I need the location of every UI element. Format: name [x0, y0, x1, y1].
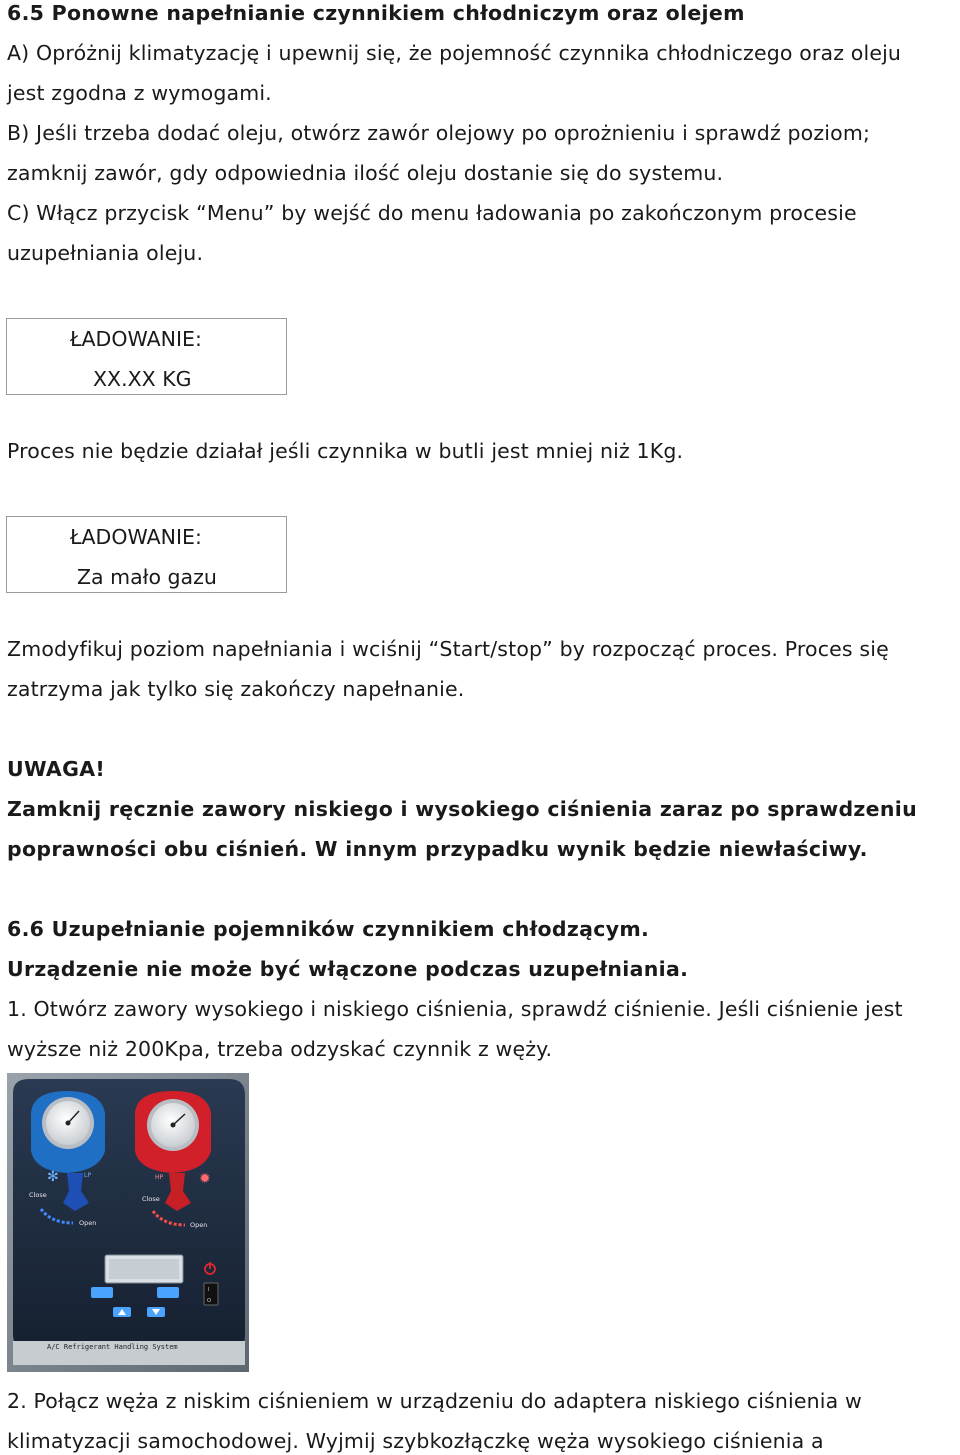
menu-button-icon [91, 1287, 113, 1298]
section-heading-6-6: 6.6 Uzupełnianie pojemników czynnikiem chłodzącym. [7, 917, 650, 941]
brand-strip-text: A/C Refrigerant Handling System [47, 1343, 178, 1351]
section-subheading-6-6: Urządzenie nie może być włączone podczas uzupełniania. [7, 957, 689, 981]
snowflake-icon: ✻ [47, 1169, 59, 1185]
switch-off-label: O [207, 1298, 211, 1304]
paragraph-b-line-1: B) Jeśli trzeba dodać oleju, otwórz zawór olejowy po oprożnieniu i sprawdź poziom; [7, 121, 870, 145]
display-box-line-2: Za mało gazu [77, 565, 217, 589]
hp-label: HP [155, 1174, 164, 1181]
step-1-line-2: wyższe niż 200Kpa, trzeba odzyskać czynnik z węży. [7, 1037, 553, 1061]
paragraph-b-line-2: zamknij zawór, gdy odpowiednia ilość oleju dostanie się do systemu. [7, 161, 724, 185]
paragraph-modify-line-1: Zmodyfikuj poziom napełniania i wciśnij “Start/stop” by rozpocząć proces. Proces się [7, 637, 889, 661]
paragraph-a-line-2: jest zgodna z wymogami. [7, 81, 272, 105]
display-box-charging-weight [6, 318, 287, 395]
step-1-line-1: 1. Otwórz zawory wysokiego i niskiego ciśnienia, sprawdź ciśnienie. Jeśli ciśnienie jest [7, 997, 903, 1021]
paragraph-c-line-1: C) Włącz przycisk “Menu” by wejść do menu ładowania po zakończonym procesie [7, 201, 857, 225]
paragraph-c-line-2: uzupełniania oleju. [7, 241, 204, 265]
open-label-left: Open [79, 1219, 97, 1227]
warning-line-2: poprawności obu ciśnień. W innym przypadku wynik będzie niewłaściwy. [7, 837, 868, 861]
section-heading-6-5: 6.5 Ponowne napełnianie czynnikiem chłodniczym oraz olejem [7, 1, 745, 25]
paragraph-a-line-1: A) Opróżnij klimatyzację i upewnij się, że pojemność czynnika chłodniczego oraz oleju [7, 41, 902, 65]
display-box-low-gas [6, 516, 287, 593]
close-label-left: Close [29, 1191, 47, 1199]
step-2-line-1: 2. Połącz węża z niskim ciśnieniem w urządzeniu do adaptera niskiego ciśnienia w [7, 1389, 862, 1413]
lp-label: LP [84, 1172, 91, 1179]
display-box-line-2: XX.XX KG [93, 367, 192, 391]
scale-button-icon [157, 1287, 179, 1298]
display-box-line-1: ŁADOWANIE: [70, 525, 202, 549]
close-label-right: Close [142, 1195, 160, 1203]
paragraph-modify-line-2: zatrzyma jak tylko się zakończy napełnanie. [7, 677, 465, 701]
warning-line-1: Zamknij ręcznie zawory niskiego i wysokiego ciśnienia zaraz po sprawdzeniu [7, 797, 917, 821]
open-label-right: Open [190, 1221, 208, 1229]
display-box-line-1: ŁADOWANIE: [70, 327, 202, 351]
switch-on-label: I [208, 1287, 210, 1293]
device-panel-photo [7, 1073, 249, 1372]
step-2-line-2: klimatyzacji samochodowej. Wyjmij szybkozłączkę węża wysokiego ciśnienia a [7, 1429, 824, 1453]
sun-icon: ✹ [199, 1171, 211, 1187]
note-minimum-refrigerant: Proces nie będzie działał jeśli czynnika w butli jest mniej niż 1Kg. [7, 439, 684, 463]
warning-title: UWAGA! [7, 757, 106, 781]
